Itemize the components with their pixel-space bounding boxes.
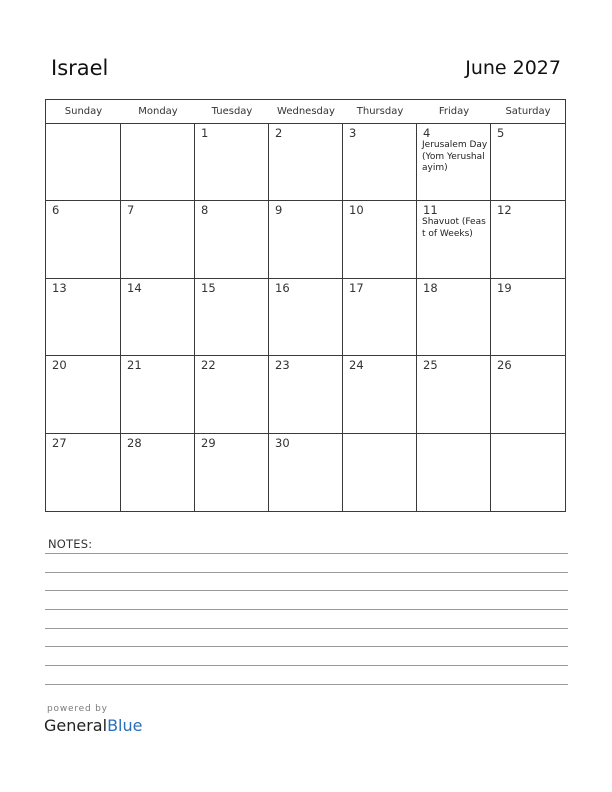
- generalblue-logo: [44, 716, 142, 735]
- day-cell: [195, 124, 269, 201]
- weekday-friday: Friday: [438, 106, 470, 117]
- notes-line: [45, 572, 568, 573]
- day-cell: [417, 201, 491, 279]
- day-number: 27: [52, 436, 67, 450]
- day-cell: [121, 201, 195, 279]
- day-cell: [417, 124, 491, 201]
- notes-line: [45, 553, 568, 554]
- notes-line: [45, 646, 568, 647]
- day-number: 6: [52, 203, 60, 217]
- day-cell: [195, 356, 269, 434]
- weekday-header-row: [46, 100, 565, 124]
- month-year-title: June 2027: [465, 57, 561, 79]
- day-number: 15: [201, 281, 216, 295]
- day-number: 10: [349, 203, 364, 217]
- notes-line: [45, 684, 568, 685]
- day-cell: [269, 356, 343, 434]
- day-cell: [195, 201, 269, 279]
- day-number: 25: [423, 358, 438, 372]
- day-cell: [46, 434, 121, 511]
- day-number: 26: [497, 358, 512, 372]
- day-cell: [121, 124, 195, 201]
- notes-line: [45, 628, 568, 629]
- holiday-label: Jerusalem Day (Yom Yerushalayim): [422, 140, 488, 173]
- calendar-grid: [45, 99, 566, 512]
- powered-by-text: powered by: [47, 704, 108, 714]
- day-number: 9: [275, 203, 283, 217]
- notes-line: [45, 590, 568, 591]
- day-cell: [491, 356, 565, 434]
- notes-line: [45, 609, 568, 610]
- day-cell: [343, 279, 417, 356]
- day-number: 18: [423, 281, 438, 295]
- weekday-wednesday: Wednesday: [277, 106, 335, 117]
- day-number: 11: [423, 203, 438, 217]
- holiday-label: Shavuot (Feast of Weeks): [422, 217, 486, 239]
- weekday-tuesday: Tuesday: [211, 106, 253, 117]
- notes-line: [45, 665, 568, 666]
- day-number: 14: [127, 281, 142, 295]
- day-number: 1: [201, 126, 209, 140]
- day-cell: [269, 201, 343, 279]
- day-number: 30: [275, 436, 290, 450]
- day-cell: [121, 356, 195, 434]
- day-cell: [46, 201, 121, 279]
- day-cell: [343, 356, 417, 434]
- day-cell: [269, 279, 343, 356]
- day-number: 12: [497, 203, 512, 217]
- day-number: 13: [52, 281, 67, 295]
- country-title: Israel: [51, 56, 109, 80]
- day-cell: [195, 279, 269, 356]
- day-number: 8: [201, 203, 209, 217]
- day-number: 5: [497, 126, 505, 140]
- day-number: 19: [497, 281, 512, 295]
- day-number: 2: [275, 126, 283, 140]
- day-number: 21: [127, 358, 142, 372]
- day-number: 16: [275, 281, 290, 295]
- day-cell: [491, 279, 565, 356]
- day-cell: [343, 124, 417, 201]
- day-cell: [491, 124, 565, 201]
- day-cell: [121, 279, 195, 356]
- day-cell: [46, 124, 121, 201]
- day-cell: [343, 434, 417, 511]
- weekday-sunday: Sunday: [64, 106, 103, 117]
- day-cell: [269, 434, 343, 511]
- day-cell: [46, 279, 121, 356]
- day-number: 24: [349, 358, 364, 372]
- day-number: 7: [127, 203, 135, 217]
- brand-general: General: [44, 716, 108, 735]
- day-cell: [195, 434, 269, 511]
- day-number: 20: [52, 358, 67, 372]
- weekday-thursday: Thursday: [356, 106, 404, 117]
- notes-label: NOTES:: [48, 537, 93, 551]
- day-cell: [46, 356, 121, 434]
- day-number: 4: [423, 126, 431, 140]
- day-number: 28: [127, 436, 142, 450]
- day-cell: [491, 434, 565, 511]
- day-number: 29: [201, 436, 216, 450]
- calendar-days: [46, 124, 565, 511]
- weekday-monday: Monday: [138, 106, 178, 117]
- day-cell: [121, 434, 195, 511]
- day-cell: [491, 201, 565, 279]
- day-cell: [417, 356, 491, 434]
- day-cell: [343, 201, 417, 279]
- day-number: 23: [275, 358, 290, 372]
- day-cell: [417, 434, 491, 511]
- day-number: 17: [349, 281, 364, 295]
- day-cell: [417, 279, 491, 356]
- day-number: 22: [201, 358, 216, 372]
- day-number: 3: [349, 126, 357, 140]
- weekday-saturday: Saturday: [505, 106, 551, 117]
- brand-blue: Blue: [107, 716, 143, 735]
- day-cell: [269, 124, 343, 201]
